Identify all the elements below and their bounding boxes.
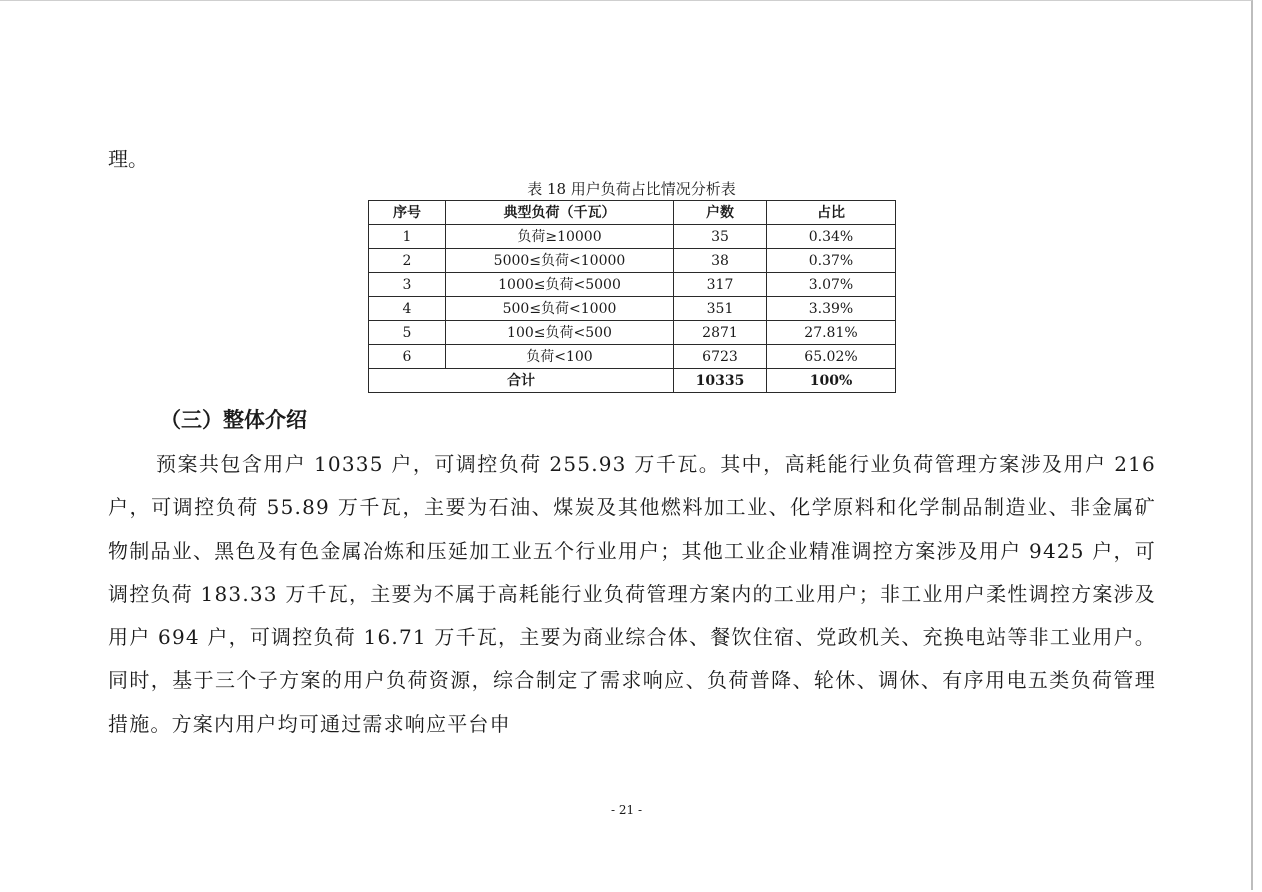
cell-count: 351	[674, 297, 767, 321]
cell-load: 500≤负荷<1000	[446, 297, 674, 321]
cell-share: 65.02%	[767, 345, 896, 369]
cell-no: 3	[369, 273, 446, 297]
table-row	[369, 249, 896, 273]
header-count: 户数	[674, 201, 767, 225]
cell-no: 5	[369, 321, 446, 345]
page-number: - 21 -	[610, 803, 642, 817]
cell-share: 3.07%	[767, 273, 896, 297]
body-paragraph: 预案共包含用户 10335 户，可调控负荷 255.93 万千瓦。其中，高耗能行业负荷管理方案涉及用户 216 户，可调控负荷 55.89 万千瓦，主要为石油、煤炭及其他燃料加工业、化学原料和化学制品制造业、非金属矿物制品业、黑色及有色金属冶炼和压延加工业五个行业用户；其他工业企业精准调控方案涉及用户 9425 户，可调控负荷 183.33 万千瓦，主要为不属于高耗能行业负荷管理方案内的工业用户；非工业用户柔性调控方案涉及用户 694 户，可调控负荷 16.71 万千瓦，主要为商业综合体、餐饮住宿、党政机关、充换电站等非工业用户。同时，基于三个子方案的用户负荷资源，综合制定了需求响应、负荷普降、轮休、调休、有序用电五类负荷管理措施。方案内用户均可通过需求响应平台申	[108, 452, 1156, 736]
total-label: 合计	[369, 369, 674, 393]
table-total-row	[369, 369, 896, 393]
cell-no: 6	[369, 345, 446, 369]
total-count: 10335	[674, 369, 767, 393]
cell-load: 1000≤负荷<5000	[446, 273, 674, 297]
table-row	[369, 321, 896, 345]
table-row	[369, 225, 896, 249]
table-row	[369, 345, 896, 369]
cell-share: 27.81%	[767, 321, 896, 345]
cell-load: 负荷≥10000	[446, 225, 674, 249]
cell-count: 317	[674, 273, 767, 297]
table-row	[369, 273, 896, 297]
cell-load: 负荷<100	[446, 345, 674, 369]
cell-count: 2871	[674, 321, 767, 345]
cell-count: 38	[674, 249, 767, 273]
lead-text: 理。	[108, 147, 148, 171]
cell-no: 4	[369, 297, 446, 321]
table-row	[369, 297, 896, 321]
cell-share: 3.39%	[767, 297, 896, 321]
header-no: 序号	[369, 201, 446, 225]
cell-share: 0.37%	[767, 249, 896, 273]
section-heading: （三）整体介绍	[160, 407, 307, 432]
cell-no: 2	[369, 249, 446, 273]
table-header-row	[369, 201, 896, 225]
header-load: 典型负荷（千瓦）	[446, 201, 674, 225]
header-share: 占比	[767, 201, 896, 225]
total-share: 100%	[767, 369, 896, 393]
cell-no: 1	[369, 225, 446, 249]
cell-load: 100≤负荷<500	[446, 321, 674, 345]
table-caption: 表 18 用户负荷占比情况分析表	[527, 180, 736, 198]
cell-count: 6723	[674, 345, 767, 369]
cell-load: 5000≤负荷<10000	[446, 249, 674, 273]
load-share-table	[368, 200, 896, 393]
cell-share: 0.34%	[767, 225, 896, 249]
cell-count: 35	[674, 225, 767, 249]
